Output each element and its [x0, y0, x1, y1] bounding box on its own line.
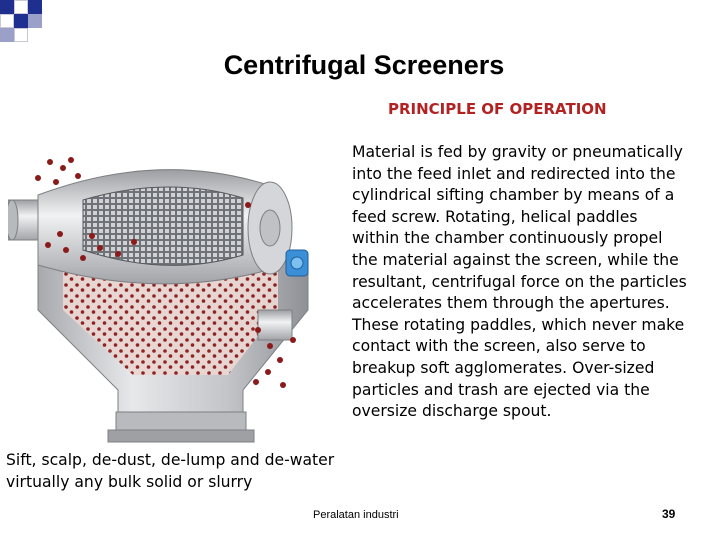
image-caption: Sift, scalp, de-dust, de-lump and de-water virtually any bulk solid or slurry [6, 451, 335, 491]
principle-description: Material is fed by gravity or pneumatically into the feed inlet and redirected into the cylindrical sifting chamber by means of a feed screw. Rotating, helical paddles within the chamber continuously propel the material against the screen, while the resultant, centrifugal force on the particles accelerates them through the apertures. These rotating paddles, which never make contact with the screen, also serve to breakup soft agglomerates. Over-sized particles and trash are ejected via the oversize discharge spout. [352, 143, 687, 421]
footer-text: Peralatan industri [313, 509, 399, 521]
slide-title: Centrifugal Screeners [223, 50, 505, 80]
page-number: 39 [662, 507, 676, 521]
centrifugal-screener-illustration [8, 150, 338, 450]
slide-subtitle: PRINCIPLE OF OPERATION [388, 100, 607, 118]
